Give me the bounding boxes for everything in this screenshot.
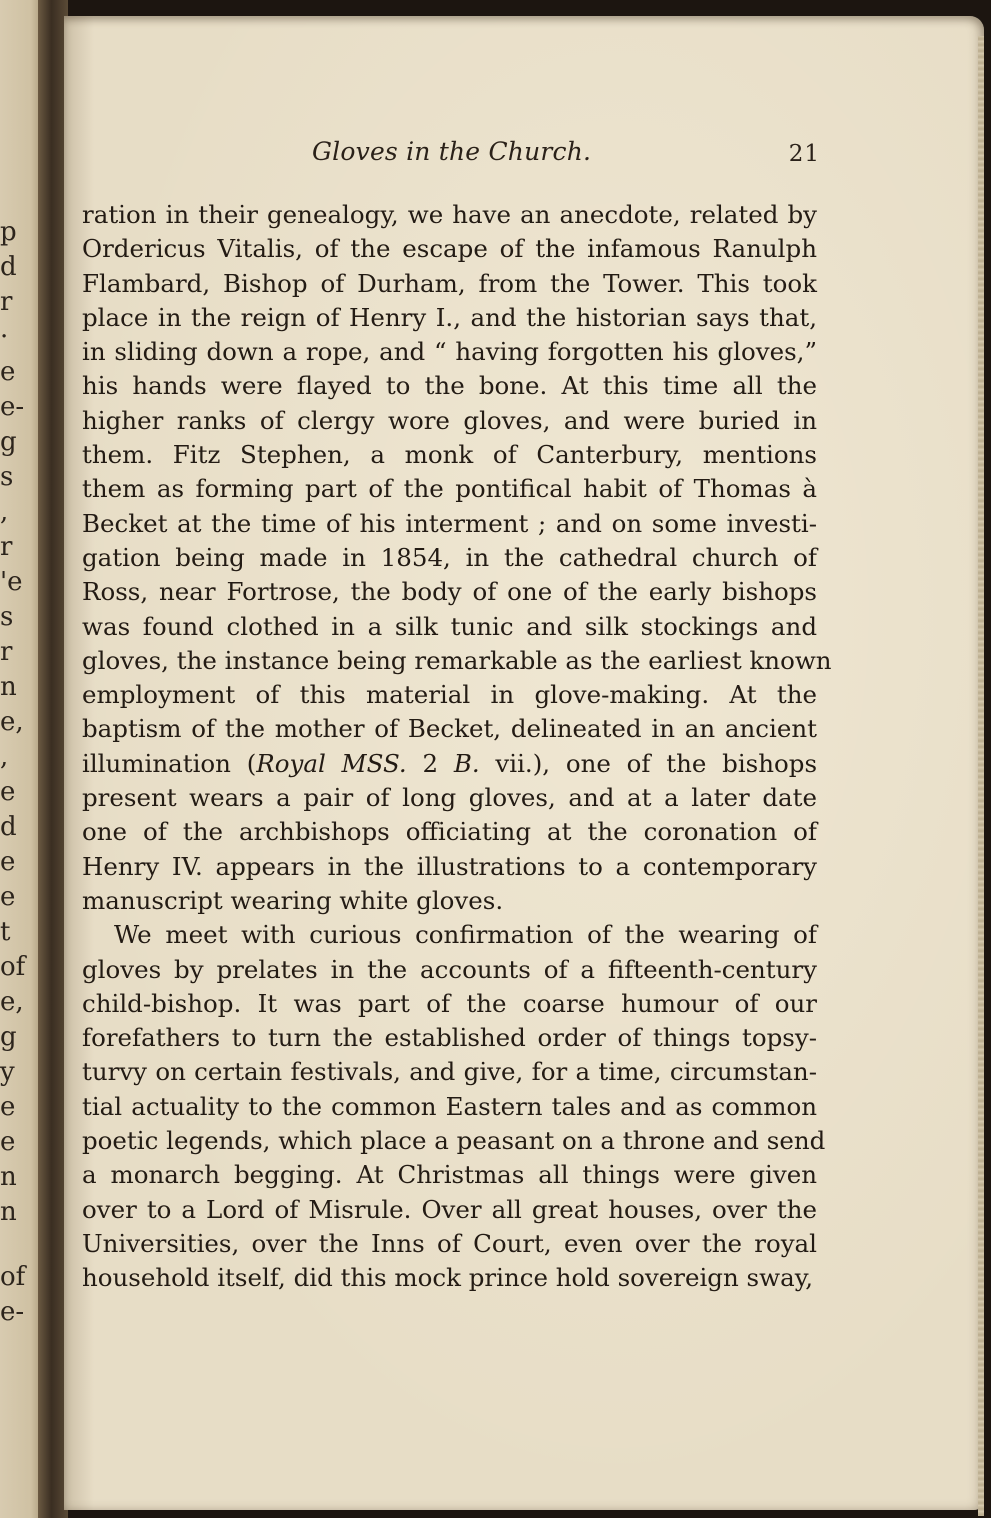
facing-page-text-fragments [0, 0, 30, 1518]
facing-page-fragment: n [0, 1162, 17, 1192]
text-line: Ordericus Vitalis, of the escape of the infamous Ranulph [82, 234, 817, 264]
facing-page-fragment: e, [0, 707, 24, 737]
facing-page-fragment: n [0, 672, 17, 702]
facing-page-fragment: e [0, 777, 16, 807]
facing-page-fragment: of [0, 952, 26, 982]
text-line: higher ranks of clergy wore gloves, and were buried in [82, 405, 817, 435]
facing-page-fragment: y [0, 1057, 15, 1087]
text-line: turvy on certain festivals, and give, for a time, circumstan- [82, 1057, 817, 1087]
page-edge [978, 36, 984, 1516]
facing-page-fragment: of [0, 1262, 26, 1292]
facing-page-fragment: d [0, 252, 17, 282]
facing-page-fragment: e, [0, 987, 24, 1017]
text-line: Henry IV. appears in the illustrations to a contemporary [82, 851, 817, 881]
text-line: ration in their genealogy, we have an anecdote, related by [82, 200, 817, 229]
facing-page-fragment: r [0, 532, 13, 562]
facing-page-fragment: e- [0, 392, 25, 422]
body-text [82, 198, 832, 1296]
text-line: illumination (Royal MSS. 2 B. vii.), one of the bishops [82, 748, 818, 778]
text-line: Becket at the time of his interment ; and on some investi- [82, 508, 817, 538]
text-line: in sliding down a rope, and “ having forgotten his gloves,” [82, 337, 817, 367]
text-line: employment of this material in glove-making. At the [82, 680, 817, 710]
text-line: one of the archbishops officiating at the coronation of [82, 817, 817, 847]
text-line: household itself, did this mock prince hold sovereign sway, [82, 1263, 814, 1293]
facing-page-fragment: · [0, 322, 9, 352]
facing-page-fragment: 'e [0, 567, 23, 597]
facing-page-fragment: d [0, 812, 17, 842]
facing-page-fragment: s [0, 602, 14, 632]
facing-page-fragment: e [0, 1092, 16, 1122]
facing-page-fragment: e [0, 847, 16, 877]
facing-page-fragment: n [0, 1197, 17, 1227]
text-line: over to a Lord of Misrule. Over all great houses, over the [82, 1194, 817, 1224]
text-line: them. Fitz Stephen, a monk of Canterbury, mentions [82, 440, 817, 470]
facing-page-fragment: g [0, 1022, 17, 1052]
facing-page-fragment: e- [0, 1297, 25, 1327]
text-line: place in the reign of Henry I., and the historian says that, [82, 302, 817, 332]
facing-page-fragment: , [0, 497, 9, 527]
text-line: tial actuality to the common Eastern tales and as common [82, 1091, 817, 1121]
facing-page-fragment: e [0, 1127, 16, 1157]
facing-page-fragment: r [0, 637, 13, 667]
text-line: was found clothed in a silk tunic and silk stockings and [82, 611, 817, 641]
text-line: gloves by prelates in the accounts of a fifteenth-century [82, 954, 817, 984]
text-line: child-bishop. It was part of the coarse humour of our [82, 988, 817, 1018]
facing-page-fragment: , [0, 742, 9, 772]
running-title: Gloves in the Church. [312, 137, 592, 166]
facing-page-fragment: t [0, 917, 11, 947]
text-line: baptism of the mother of Becket, delineated in an ancient [82, 714, 817, 744]
text-line: a monarch begging. At Christmas all things were given [82, 1160, 817, 1190]
facing-page-fragment: s [0, 462, 14, 492]
page-number: 21 [788, 141, 820, 167]
text-line: Universities, over the Inns of Court, even over the royal [82, 1228, 817, 1258]
text-line: gation being made in 1854, in the cathedral church of [82, 542, 817, 572]
text-line: his hands were flayed to the bone. At this time all the [82, 371, 817, 401]
facing-page-fragment: g [0, 427, 17, 457]
text-line: them as forming part of the pontifical habit of Thomas à [82, 474, 817, 504]
text-line: forefathers to turn the established order of things topsy- [82, 1023, 817, 1053]
text-line: We meet with curious confirmation of the wearing of [114, 920, 817, 950]
page-header [310, 137, 820, 177]
facing-page-fragment: p [0, 217, 17, 247]
text-line: gloves, the instance being remarkable as the earliest known [82, 645, 832, 675]
facing-page-fragment: e [0, 882, 16, 912]
text-line: poetic legends, which place a peasant on a throne and send [82, 1126, 826, 1156]
text-line: Ross, near Fortrose, the body of one of the early bishops [82, 577, 817, 607]
text-line: manuscript wearing white gloves. [82, 885, 504, 915]
facing-page-fragment: e [0, 357, 16, 387]
text-line: present wears a pair of long gloves, and at a later date [82, 783, 817, 813]
facing-page-fragment: r [0, 287, 13, 317]
text-line: Flambard, Bishop of Durham, from the Tower. This took [82, 268, 817, 298]
